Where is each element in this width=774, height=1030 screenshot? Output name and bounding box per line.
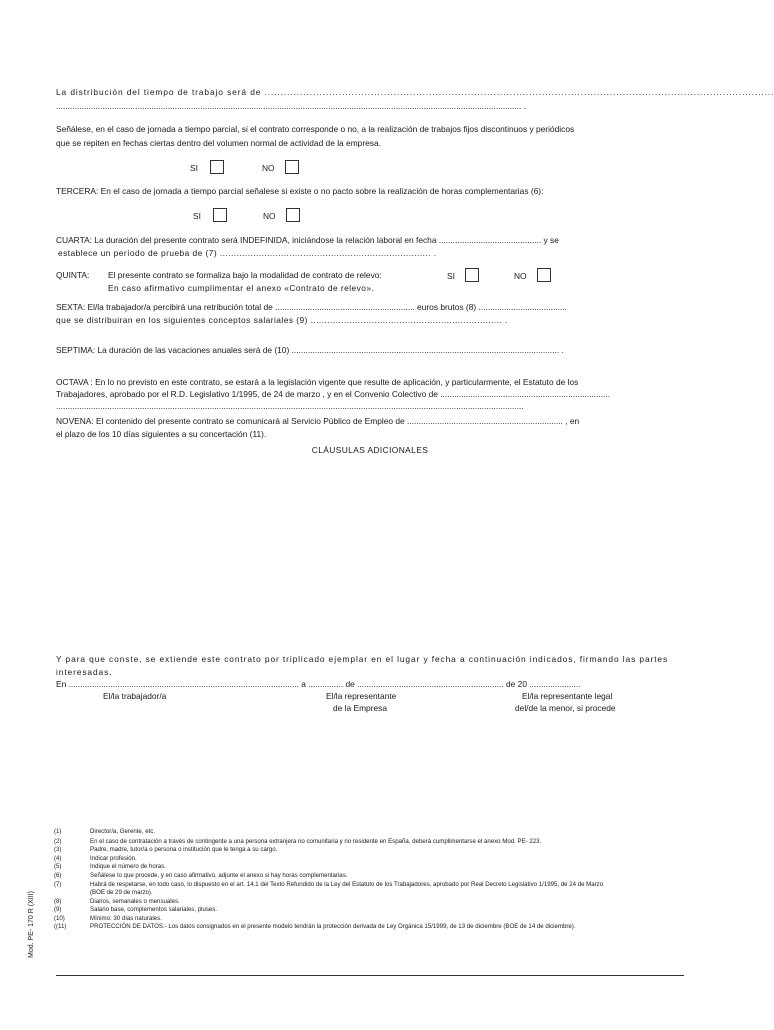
quinta-si — [447, 268, 479, 282]
octava-line-2: Trabajadores, aprobado por el R.D. Legislativo 1/1995, de 24 de marzo , y en el Convenio Colectivo de ......................................................................... — [56, 389, 611, 399]
cuarta-line-2: establece un período de prueba de (7) ............................................................................ . — [58, 248, 437, 258]
closing-line-1: Y para que conste, se extiende este contrato por triplicado ejemplar en el lugar y fecha a continuación indicados, firmando las partes — [56, 654, 669, 664]
signature-legal-line-2: del/de la menor, si procede — [515, 703, 616, 713]
footnote-text: Indique el número de horas. — [90, 863, 166, 870]
quinta-si-label: SI — [447, 271, 455, 281]
senalese-si-checkbox[interactable] — [210, 160, 224, 174]
novena-line-2: el plazo de los 10 días siguientes a su concertación (11). — [56, 429, 267, 439]
closing-line-2: interesadas. — [56, 667, 113, 677]
distribution-line-1: La distribución del tiempo de trabajo será de .............................................................................................................................................................. — [56, 87, 774, 97]
quinta-si-checkbox[interactable] — [465, 268, 479, 282]
senalese-si — [190, 160, 224, 174]
signature-legal-line-1: El/la representante legal — [522, 691, 613, 701]
cuarta-line-1: CUARTA: La duración del presente contrato será INDEFINIDA, iniciándose la relación laboral en fecha ............................................ y se — [56, 235, 559, 245]
footnote-num: (7) — [54, 881, 62, 888]
tercera-no — [263, 208, 300, 222]
footnote-text: Habrá de respetarse, en todo caso, lo dispuesto en el art. 14.1 del Texto Refundido de la Ley del Estatuto de los Trabajadores, aprobado por Real Decreto Legislativo 1/1995, de 24 de Marzo — [90, 881, 604, 888]
clausulas-title: CLÁUSULAS ADICIONALES — [311, 445, 429, 455]
footnote-text: Mínimo: 30 días naturales. — [90, 915, 162, 922]
footnote-text: Señálese lo que procede, y en caso afirmativo, adjunte el anexo si hay horas complementarias. — [90, 872, 348, 879]
tercera-si-checkbox[interactable] — [213, 208, 227, 222]
footnote-num: (9) — [54, 906, 62, 913]
footnote-num: ((11) — [54, 923, 67, 930]
footnote-num: (3) — [54, 846, 62, 853]
quinta-label: QUINTA: — [56, 270, 90, 280]
bottom-divider — [56, 975, 684, 976]
quinta-no — [514, 268, 551, 282]
senalese-no-checkbox[interactable] — [285, 160, 299, 174]
closing-line-3: En ................................................................................................... a ............... de ............................................................... de 20 ...................... — [56, 679, 581, 689]
quinta-line-2: En caso afirmativo cumplimentar el anexo «Contrato de relevo». — [108, 283, 375, 293]
footnote-text: PROTECCIÓN DE DATOS.- Los datos consignados en el presente modelo tendrán la protección derivada de Ley Orgánica 15/1999, de 13 de diciembre (BOE de 14 de diciembre). — [90, 923, 576, 930]
sexta-line-1: SEXTA: El/la trabajador/a percibirá una retribución total de ............................................................ euros brutos (8) ...................................... — [56, 302, 567, 312]
senalese-no — [262, 160, 299, 174]
footnote-text: Indicar profesión. — [90, 855, 137, 862]
signature-worker: El/la trabajador/a — [103, 691, 167, 701]
tercera-no-label: NO — [263, 211, 276, 221]
quinta-no-checkbox[interactable] — [537, 268, 551, 282]
octava-line-3: ......................................................................................................................................................................................................... — [56, 401, 524, 411]
senalese-line-1: Señálese, en el caso de jornada a tiempo parcial, si el contrato corresponde o no, a la realización de trabajos fijos discontinuos y periódicos — [56, 124, 575, 134]
footnote-text: Director/a, Gerente, etc. — [90, 828, 156, 835]
footnote-num: (5) — [54, 863, 62, 870]
senalese-line-2: que se repiten en fechas ciertas dentro del volumen normal de actividad de la empresa. — [56, 138, 381, 148]
tercera-line: TERCERA: En el caso de jornada a tiempo parcial señalese si existe o no pacto sobre la realización de horas complementarias (6): — [56, 186, 544, 196]
quinta-line-1: El presente contrato se formaliza bajo la modalidad de contrato de relevo: — [108, 270, 382, 280]
footnote-num: (10) — [54, 915, 65, 922]
octava-line-1: OCTAVA : En lo no previsto en este contrato, se estará a la legislación vigente que resulte de aplicación, y particularmente, el Estatuto de los — [56, 377, 579, 387]
senalese-si-label: SI — [190, 163, 198, 173]
footnote-num: (6) — [54, 872, 62, 879]
footnote-text: Diarios, semanales o mensuales. — [90, 898, 180, 905]
footnote-text: En el caso de contratación a través de contingente a una persona extranjera no comunitaria y no residente en España, deberá cumplimentarse el anexo Mod. PE- 223. — [90, 838, 542, 845]
tercera-no-checkbox[interactable] — [286, 208, 300, 222]
quinta-no-label: NO — [514, 271, 527, 281]
senalese-no-label: NO — [262, 163, 275, 173]
septima-line: SEPTIMA: La duración de las vacaciones anuales será de (10) ................................................................................................................... . — [56, 345, 564, 355]
footnote-num: (4) — [54, 855, 62, 862]
footnote-text: Salario base, complementos salariales, pluses. — [90, 906, 218, 913]
distribution-line-2: ........................................................................................................................................................................................................ . — [56, 101, 527, 111]
tercera-si — [193, 208, 227, 222]
signature-company-line-2: de la Empresa — [333, 703, 387, 713]
tercera-si-label: SI — [193, 211, 201, 221]
footnote-num: (1) — [54, 828, 62, 835]
footnote-text: (BOE de 29 de marzo). — [90, 889, 153, 896]
footnote-num: (2) — [54, 838, 62, 845]
form-code: Mod. PE- 170 R (XIII) — [28, 891, 35, 958]
footnote-num: (8) — [54, 898, 62, 905]
footnote-text: Padre, madre, tutor/a o persona o institución que le tenga a su cargo. — [90, 846, 278, 853]
signature-company-line-1: El/la representante — [326, 691, 397, 701]
novena-line-1: NOVENA: El contenido del presente contrato se comunicará al Servicio Público de Empleo de ................................................................... , en — [56, 416, 580, 426]
sexta-line-2: que se distribuiran en los siguientes conceptos salariales (9) ..................................................................... . — [56, 315, 508, 325]
